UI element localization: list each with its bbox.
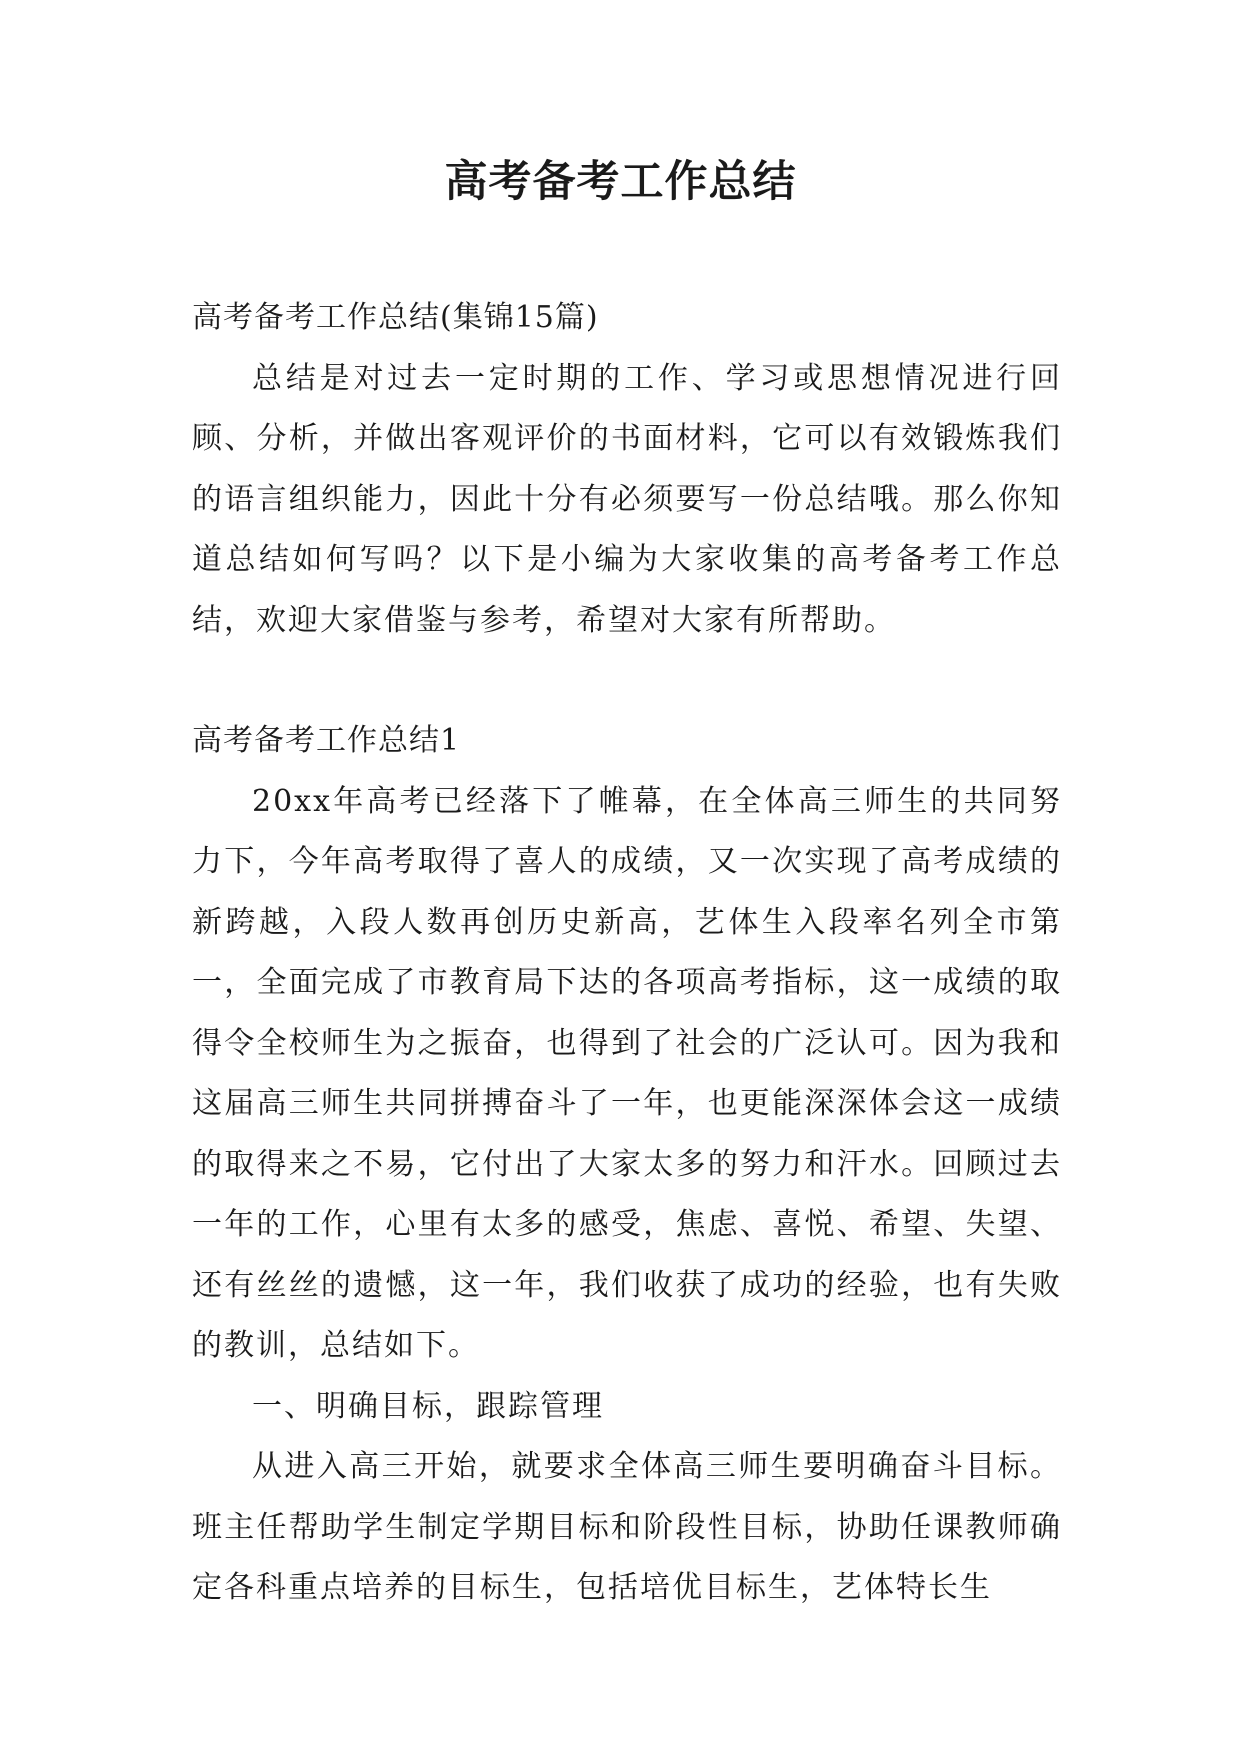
- document-title: 高考备考工作总结: [444, 157, 797, 207]
- subsection-heading: 一、明确目标，跟踪管理: [252, 1388, 604, 1424]
- body-paragraph: 从进入高三开始，就要求全体高三师生要明确奋斗目标。班主任帮助学生制定学期目标和阶段性目标，协助任课教师确定各科重点培养的目标生，包括培优目标生，艺体特长生: [192, 1449, 1062, 1605]
- section-heading: 高考备考工作总结1: [192, 723, 461, 758]
- document-body: [192, 288, 1062, 1619]
- paragraph-gap: [192, 651, 1062, 711]
- body-paragraph: 20xx年高考已经落下了帷幕，在全体高三师生的共同努力下，今年高考取得了喜人的成绩，又一次实现了高考成绩的新跨越，入段人数再创历史新高，艺体生入段率名列全市第一，全面完成了市教育局下达的各项高考指标，这一成绩的取得令全校师生为之振奋，也得到了社会的广泛认可。因为我和这届高三师生共同拼搏奋斗了一年，也更能深深体会这一成绩的取得来之不易，它付出了大家太多的努力和汗水。回顾过去一年的工作，心里有太多的感受，焦虑、喜悦、希望、失望、还有丝丝的遗憾，这一年，我们收获了成功的经验，也有失败的教训，总结如下。: [192, 783, 1062, 1363]
- intro-paragraph: 总结是对过去一定时期的工作、学习或思想情况进行回顾、分析，并做出客观评价的书面材料，它可以有效锻炼我们的语言组织能力，因此十分有必须要写一份总结哦。那么你知道总结如何写吗？以下是小编为大家收集的高考备考工作总结，欢迎大家借鉴与参考，希望对大家有所帮助。: [192, 360, 1062, 638]
- collection-heading: 高考备考工作总结(集锦15篇): [192, 300, 599, 335]
